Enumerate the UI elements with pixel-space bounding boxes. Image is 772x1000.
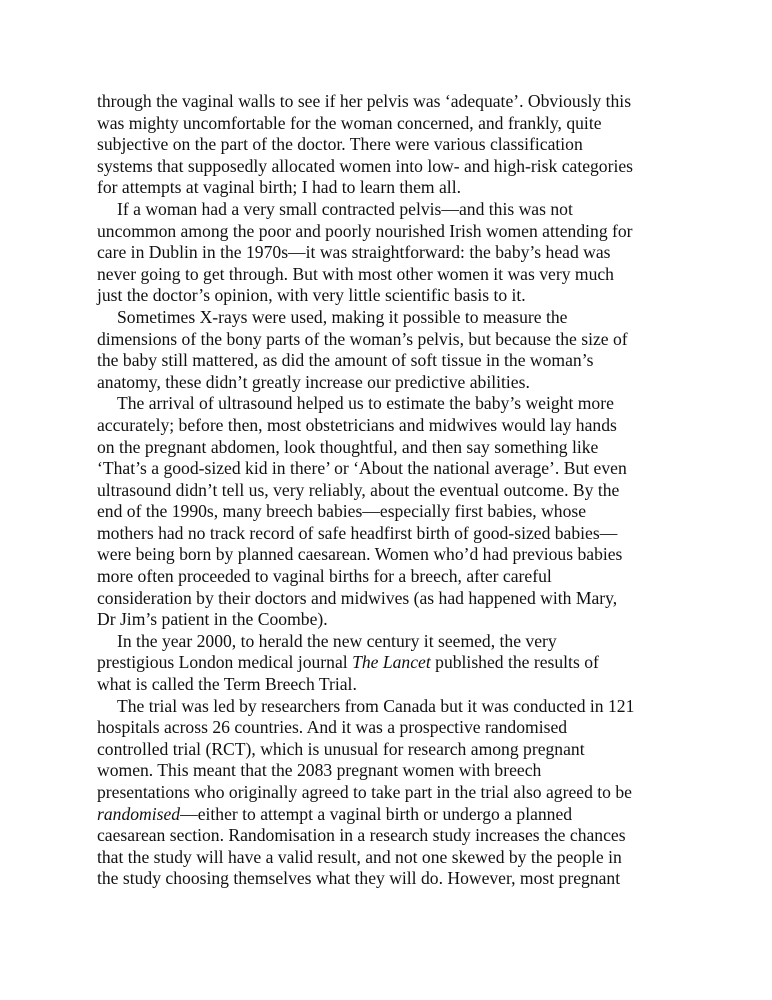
- text-line: mothers had no track record of safe headfirst birth of good-sized babies—: [97, 522, 618, 543]
- text-line: consideration by their doctors and midwives (as had happened with Mary,: [97, 587, 618, 608]
- text-line: on the pregnant abdomen, look thoughtful, and then say something like: [97, 436, 599, 457]
- paragraph: [97, 91, 681, 199]
- text-line: If a woman had a very small contracted pelvis—and this was not: [117, 198, 573, 219]
- text-line: caesarean section. Randomisation in a research study increases the chances: [97, 825, 626, 846]
- text-line: was mighty uncomfortable for the woman concerned, and frankly, quite: [97, 112, 602, 133]
- paragraph: [97, 199, 681, 307]
- text-line: that the study will have a valid result, and not one skewed by the people in: [97, 846, 622, 867]
- text-line: ultrasound didn’t tell us, very reliably, about the eventual outcome. By the: [97, 479, 620, 500]
- text-line: anatomy, these didn’t greatly increase our predictive abilities.: [97, 371, 530, 392]
- text-line: never going to get through. But with most other women it was very much: [97, 263, 614, 284]
- paragraph: [97, 307, 681, 393]
- text-line: In the year 2000, to herald the new century it seemed, the very: [117, 630, 557, 651]
- emphasized-word: randomised: [97, 803, 181, 824]
- text-line: systems that supposedly allocated women into low- and high-risk categories: [97, 155, 634, 176]
- text-line: care in Dublin in the 1970s—it was straightforward: the baby’s head was: [97, 242, 611, 263]
- text-line: subjective on the part of the doctor. There were various classification: [97, 134, 583, 155]
- text-segment: published the results of: [430, 652, 599, 673]
- text-line: hospitals across 26 countries. And it was a prospective randomised: [97, 717, 568, 738]
- text-line: controlled trial (RCT), which is unusual for research among pregnant: [97, 738, 585, 759]
- text-line: through the vaginal walls to see if her pelvis was ‘adequate’. Obviously this: [97, 91, 632, 111]
- text-line: accurately; before then, most obstetricians and midwives would lay hands: [97, 414, 617, 435]
- text-line: Sometimes X-rays were used, making it possible to measure the: [117, 306, 568, 327]
- paragraph: [97, 393, 681, 631]
- text-line: Dr Jim’s patient in the Coombe).: [97, 609, 328, 630]
- text-line: uncommon among the poor and poorly nourished Irish women attending for: [97, 220, 633, 241]
- text-line: [97, 652, 681, 674]
- text-line: the baby still mattered, as did the amount of soft tissue in the woman’s: [97, 350, 594, 371]
- text-line: for attempts at vaginal birth; I had to learn them all.: [97, 177, 461, 198]
- paragraph: [97, 631, 681, 696]
- text-line: more often proceeded to vaginal births for a breech, after careful: [97, 566, 552, 587]
- text-line: ‘That’s a good-sized kid in there’ or ‘About the national average’. But even: [97, 458, 627, 479]
- text-line: what is called the Term Breech Trial.: [97, 674, 357, 695]
- text-line: women. This meant that the 2083 pregnant women with breech: [97, 760, 542, 781]
- book-page-text: [97, 91, 681, 890]
- text-line: dimensions of the bony parts of the woman’s pelvis, but because the size of: [97, 328, 628, 349]
- journal-title: The Lancet: [352, 652, 431, 673]
- text-segment: prestigious London medical journal: [97, 652, 353, 673]
- text-line: [97, 804, 681, 826]
- text-line: presentations who originally agreed to take part in the trial also agreed to be: [97, 782, 632, 802]
- paragraph: [97, 696, 681, 890]
- text-line: the study choosing themselves what they will do. However, most pregnant: [97, 868, 621, 889]
- text-segment: —either to attempt a vaginal birth or undergo a planned: [180, 803, 573, 824]
- text-line: The trial was led by researchers from Canada but it was conducted in 121: [117, 695, 635, 716]
- text-line: end of the 1990s, many breech babies—especially first babies, whose: [97, 501, 587, 522]
- text-line: were being born by planned caesarean. Women who’d had previous babies: [97, 544, 623, 565]
- text-line: The arrival of ultrasound helped us to estimate the baby’s weight more: [117, 393, 614, 414]
- text-line: just the doctor’s opinion, with very little scientific basis to it.: [97, 285, 526, 306]
